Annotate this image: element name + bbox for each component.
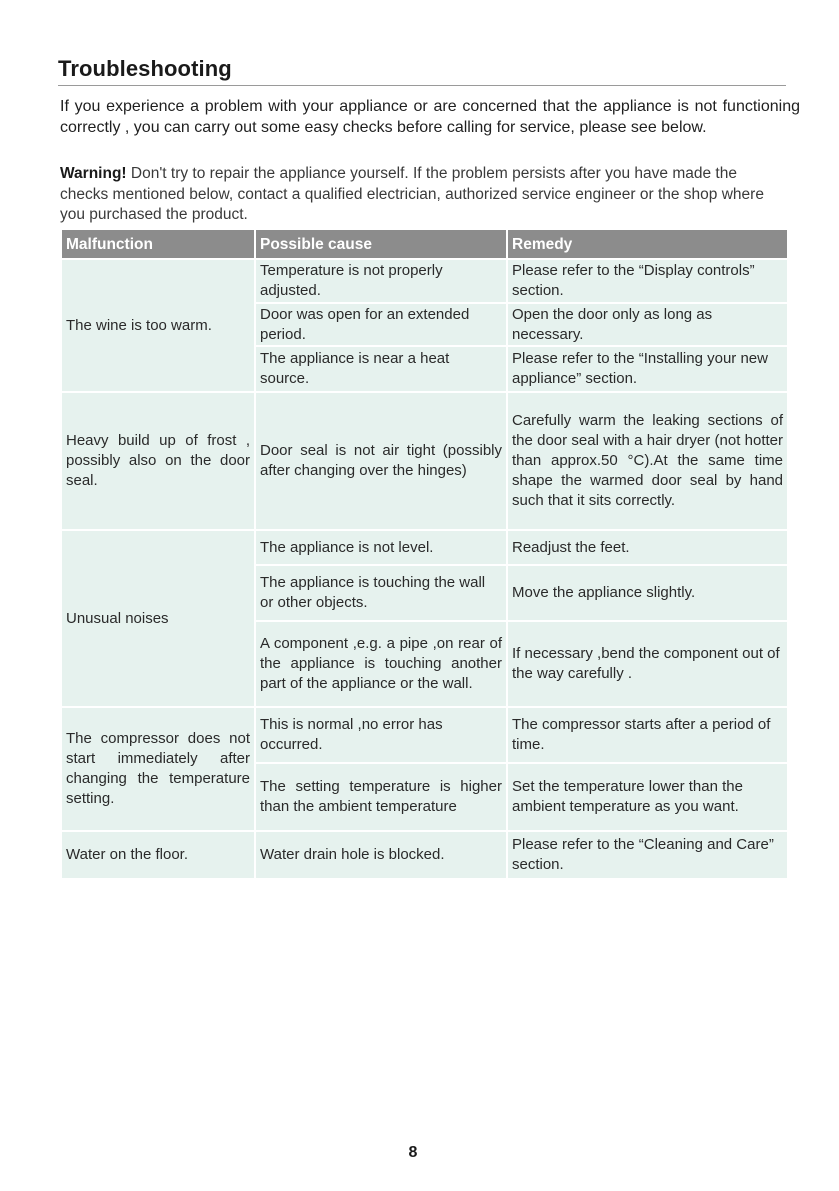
malfunction-cell: Heavy build up of frost , possibly also on the door seal. xyxy=(61,392,255,530)
cause-cell: Door was open for an extended period. xyxy=(255,303,507,346)
remedy-cell: If necessary ,bend the component out of the way carefully . xyxy=(507,621,788,707)
cause-cell: The setting temperature is higher than the ambient temperature xyxy=(255,763,507,831)
troubleshooting-table xyxy=(60,228,789,880)
title-divider xyxy=(58,85,786,86)
header-malfunction: Malfunction xyxy=(61,229,255,259)
remedy-cell: Please refer to the “Cleaning and Care” section. xyxy=(507,831,788,879)
malfunction-cell: Unusual noises xyxy=(61,530,255,707)
remedy-cell: Carefully warm the leaking sections of the door seal with a hair dryer (not hotter than approx.50 °C).At the same time shape the warmed door seal by hand such that it sits correctly. xyxy=(507,392,788,530)
cause-cell: The appliance is touching the wall or other objects. xyxy=(255,565,507,621)
table-row xyxy=(61,707,788,763)
remedy-cell: Set the temperature lower than the ambient temperature as you want. xyxy=(507,763,788,831)
cause-cell: Temperature is not properly adjusted. xyxy=(255,259,507,303)
page-title: Troubleshooting xyxy=(58,56,232,81)
remedy-cell: Please refer to the “Installing your new appliance” section. xyxy=(507,346,788,392)
intro-paragraph: If you experience a problem with your appliance or are concerned that the appliance is not functioning correctly , you can carry out some easy checks before calling for service, please see below. xyxy=(60,98,800,136)
page-number: 8 xyxy=(408,1144,418,1161)
malfunction-cell: The wine is too warm. xyxy=(61,259,255,392)
table-row xyxy=(61,831,788,879)
cause-cell: Water drain hole is blocked. xyxy=(255,831,507,879)
header-remedy: Remedy xyxy=(507,229,788,259)
table-header-row xyxy=(61,229,788,259)
remedy-cell: Move the appliance slightly. xyxy=(507,565,788,621)
malfunction-cell: The compressor does not start immediately after changing the temperature setting. xyxy=(61,707,255,831)
cause-cell: The appliance is not level. xyxy=(255,530,507,565)
table-row xyxy=(61,392,788,530)
cause-cell: Door seal is not air tight (possibly after changing over the hinges) xyxy=(255,392,507,530)
remedy-cell: Readjust the feet. xyxy=(507,530,788,565)
header-possible-cause: Possible cause xyxy=(255,229,507,259)
table-row xyxy=(61,530,788,565)
warning-paragraph xyxy=(60,164,780,226)
remedy-cell: Open the door only as long as necessary. xyxy=(507,303,788,346)
cause-cell: The appliance is near a heat source. xyxy=(255,346,507,392)
table-row xyxy=(61,259,788,303)
warning-text: Don't try to repair the appliance yourself. If the problem persists after you have made the checks mentioned below, contact a qualified electrician, authorized service engineer or the shop where you purchased the product. xyxy=(60,165,764,223)
cause-cell: This is normal ,no error has occurred. xyxy=(255,707,507,763)
remedy-cell: Please refer to the “Display controls” section. xyxy=(507,259,788,303)
cause-cell: A component ,e.g. a pipe ,on rear of the appliance is touching another part of the appliance or the wall. xyxy=(255,621,507,707)
warning-label: Warning! xyxy=(60,165,127,182)
malfunction-cell: Water on the floor. xyxy=(61,831,255,879)
remedy-cell: The compressor starts after a period of time. xyxy=(507,707,788,763)
